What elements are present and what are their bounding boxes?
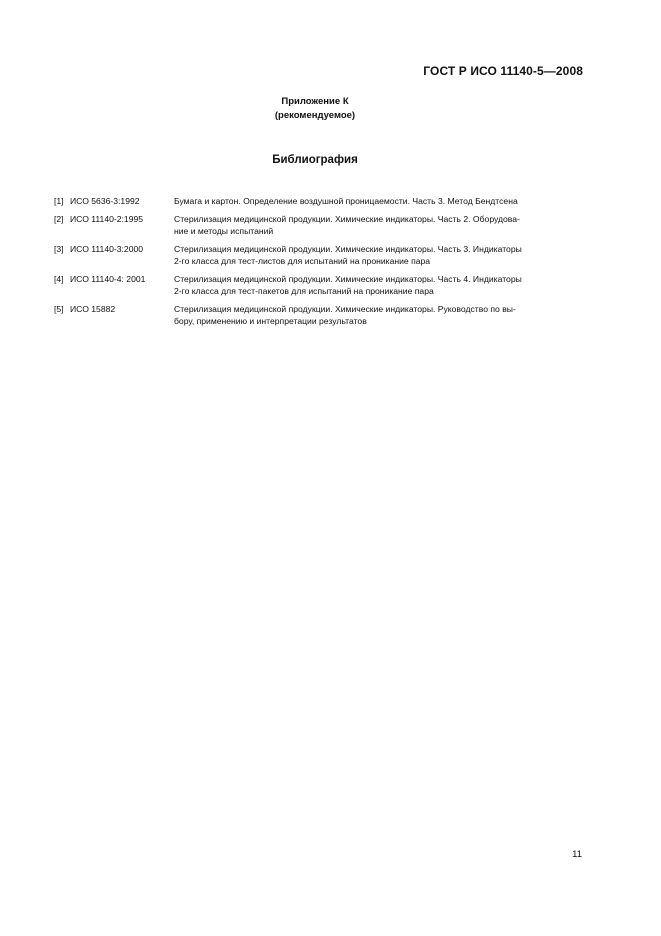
annex-status: (рекомендуемое) [274, 110, 356, 121]
entry-number: [5] [54, 304, 64, 314]
entry-title [174, 303, 584, 327]
document-code: ГОСТ Р ИСО 11140-5—2008 [423, 64, 583, 78]
entry-reference: ИСО 15882 [70, 304, 116, 314]
entry-reference: ИСО 11140-4: 2001 [70, 274, 146, 284]
bibliography-entry [54, 273, 584, 297]
entry-title [174, 273, 584, 297]
bibliography-entry [54, 303, 584, 327]
annex-title: Приложение К [281, 96, 349, 107]
entry-title-line: Стерилизация медицинской продукции. Химические индикаторы. Руководство по вы- [174, 304, 516, 314]
entry-title-line: 2-го класса для тест-листов для испытаний на проникание пара [174, 256, 431, 266]
entry-title-line: ние и методы испытаний [174, 226, 274, 236]
entry-title-line: Стерилизация медицинской продукции. Химические индикаторы. Часть 2. Оборудова- [174, 214, 520, 224]
entry-title [174, 243, 584, 267]
bibliography-title: Библиография [272, 154, 358, 166]
entry-title-line: Стерилизация медицинской продукции. Химические индикаторы. Часть 4. Индикаторы [174, 274, 522, 284]
entry-title [174, 195, 584, 207]
entry-number: [1] [54, 196, 64, 206]
entry-title-line: 2-го класса для тест-пакетов для испытаний на проникание пара [174, 286, 434, 296]
entry-title-line: Стерилизация медицинской продукции. Химические индикаторы. Часть 3. Индикаторы [174, 244, 522, 254]
entry-title [174, 213, 584, 237]
entry-number: [4] [54, 274, 64, 284]
bibliography-entry [54, 195, 584, 207]
entry-reference: ИСО 11140-3:2000 [70, 244, 144, 254]
entry-number: [2] [54, 214, 64, 224]
bibliography-entry [54, 213, 584, 237]
entry-number: [3] [54, 244, 64, 254]
entry-reference: ИСО 11140-2:1995 [70, 214, 144, 224]
page-number: 11 [572, 849, 582, 860]
bibliography-entry [54, 243, 584, 267]
bibliography-list [54, 195, 584, 333]
entry-reference: ИСО 5636-3:1992 [70, 196, 140, 206]
annex-heading [0, 95, 630, 123]
entry-title-line: бору, применению и интерпретации результатов [174, 316, 367, 326]
entry-title-line: Бумага и картон. Определение воздушной проницаемости. Часть 3. Метод Бендтсена [174, 196, 518, 206]
